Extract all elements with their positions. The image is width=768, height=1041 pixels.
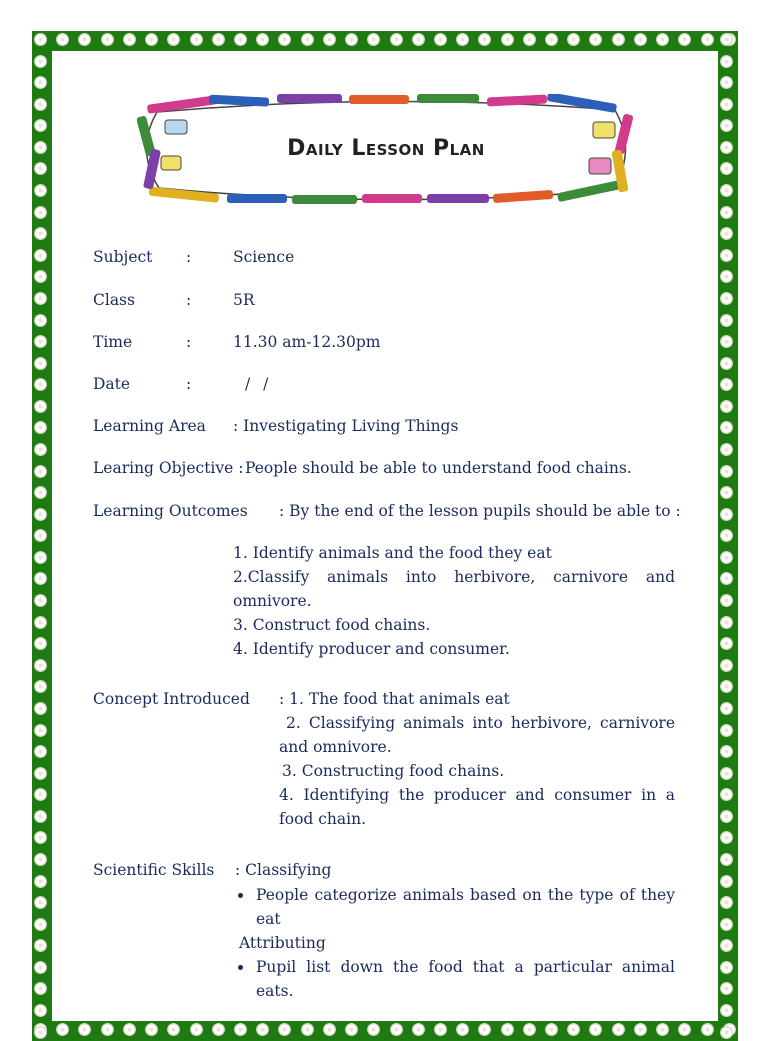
learning-outcomes-value: : By the end of the lesson pupils should be able to : bbox=[279, 502, 681, 520]
list-item: 3. Constructing food chains. bbox=[282, 762, 505, 780]
scientific-skills-label: Scientific Skills bbox=[93, 861, 215, 879]
class-value: 5R bbox=[233, 291, 255, 309]
list-item: 3. Construct food chains. bbox=[233, 616, 431, 634]
list-item: 1. Identify animals and the food they eat bbox=[233, 544, 552, 562]
subject-colon: : bbox=[186, 248, 192, 266]
list-item: 4. Identify producer and consumer. bbox=[233, 640, 510, 658]
learning-area-label: Learning Area bbox=[93, 417, 206, 435]
date-label: Date bbox=[93, 375, 131, 393]
scientific-skills-second: Attributing bbox=[239, 934, 326, 952]
concept-introduced-label: Concept Introduced bbox=[93, 690, 250, 708]
subject-label: Subject bbox=[93, 248, 153, 266]
title-banner bbox=[137, 94, 635, 206]
scientific-skills-first: : Classifying bbox=[235, 861, 332, 879]
learning-area-value: : Investigating Living Things bbox=[233, 417, 459, 435]
page-title: Daily Lesson Plan bbox=[287, 136, 485, 161]
date-value: / / bbox=[245, 375, 269, 393]
class-colon: : bbox=[186, 291, 192, 309]
learning-objective-label: Learing Objective : bbox=[93, 459, 244, 477]
list-item: 4. Identifying the producer and consumer in a food chain. bbox=[279, 786, 675, 828]
learning-outcomes-list bbox=[233, 541, 675, 661]
learning-objective-value: People should be able to understand food chains. bbox=[245, 459, 632, 477]
class-label: Class bbox=[93, 291, 135, 309]
concept-introduced-list bbox=[279, 687, 675, 831]
learning-outcomes-label: Learning Outcomes bbox=[93, 502, 248, 520]
list-item: 2.Classify animals into herbivore, carnivore and omnivore. bbox=[233, 568, 675, 610]
time-label: Time bbox=[93, 333, 133, 351]
time-colon: : bbox=[186, 333, 192, 351]
list-item: : 1. The food that animals eat bbox=[279, 690, 510, 708]
list-item: 2. Classifying animals into herbivore, carnivore and omnivore. bbox=[279, 714, 675, 756]
list-item: People categorize animals based on the type of they eat bbox=[233, 883, 675, 931]
scientific-skills-list bbox=[233, 883, 675, 1003]
list-item: Pupil list down the food that a particular animal eats. bbox=[233, 955, 675, 1003]
time-value: 11.30 am-12.30pm bbox=[233, 333, 381, 351]
date-colon: : bbox=[186, 375, 192, 393]
subject-value: Science bbox=[233, 248, 295, 266]
